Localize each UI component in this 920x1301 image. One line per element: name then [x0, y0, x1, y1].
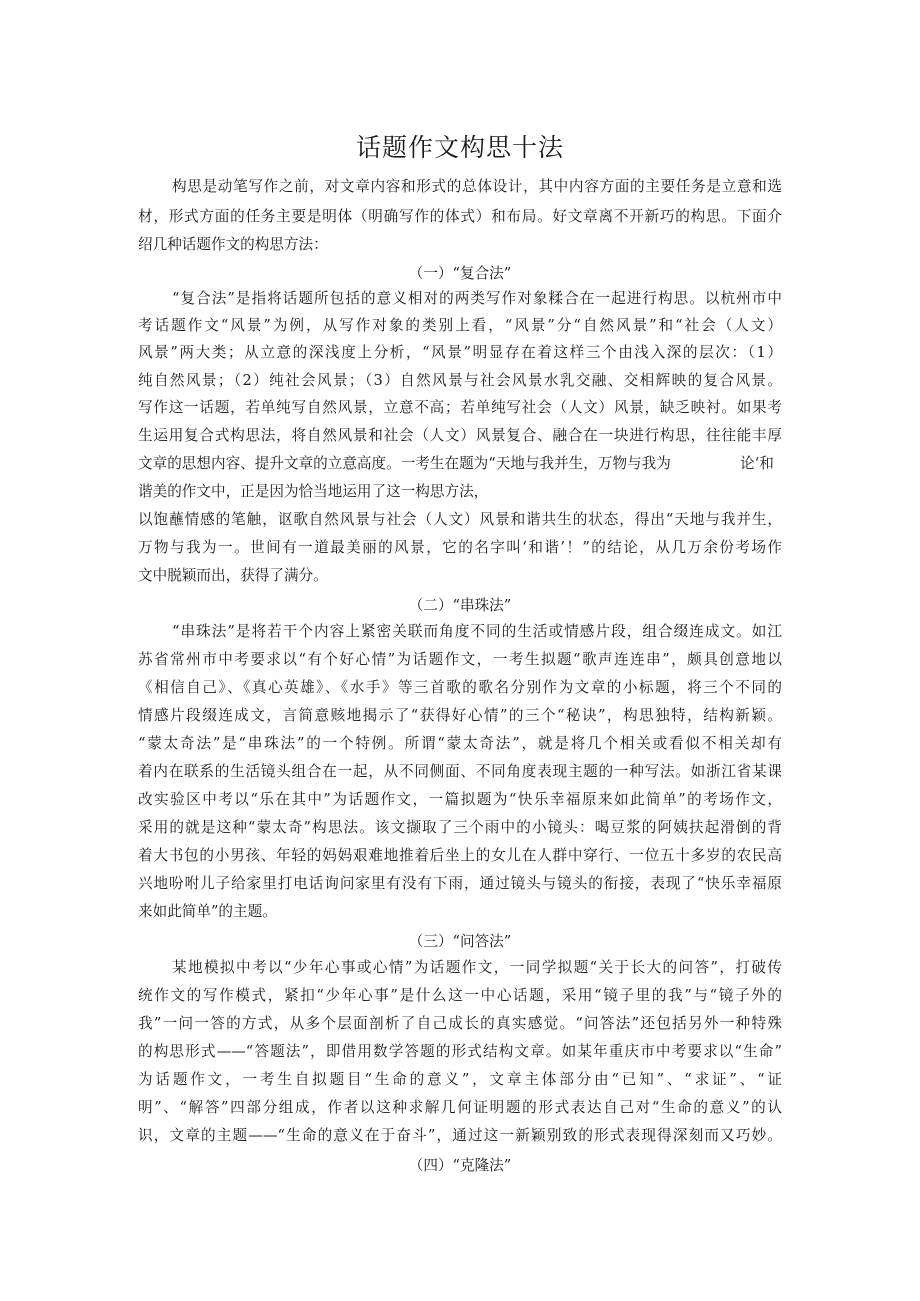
paragraph-line: 来如此简单”的主题。: [138, 903, 277, 920]
page-title: 话题作文构思十法: [355, 133, 564, 162]
paragraph-line: “串珠法”是将若干个内容上紧密关联而角度不同的生活或情感片段，组合缀连成文。如江: [172, 623, 782, 640]
intro-line: 绍几种话题作文的构思方法：: [138, 236, 328, 253]
paragraph-line: “蒙太奇法”是“串珠法”的一个特例。所谓“蒙太奇法”，就是将几个相关或看似不相关却有: [138, 735, 782, 752]
paragraph-line: 采用的就是这种“蒙太奇”构思法。该文撷取了三个雨中的小镜头：喝豆浆的阿姨扶起滑倒的背: [138, 819, 782, 836]
paragraph-line: 改实验区中考以“乐在其中”为话题作文，一篇拟题为“快乐幸福原来如此简单”的考场作文，: [138, 791, 782, 808]
paragraph-line: 风景”两大类；从立意的深浅度上分析，“风景”明显存在着这样三个由浅入深的层次：（1）: [138, 344, 782, 361]
section-heading: （四）“克隆法”: [408, 1157, 512, 1174]
paragraph-line: 纯自然风景；（2）纯社会风景；（3）自然风景与社会风景水乳交融、交相辉映的复合风景。: [138, 372, 782, 389]
paragraph-line: 着大书包的小男孩、年轻的妈妈艰难地推着后坐上的女儿在人群中穿行、一位五十多岁的农民高: [138, 847, 782, 864]
section-heading: （三）“问答法”: [408, 933, 512, 950]
intro-line: 构思是动笔写作之前，对文章内容和形式的总体设计，其中内容方面的主要任务是立意和选: [172, 178, 782, 195]
paragraph-line: 万物与我为一。世间有一道最美丽的风景，它的名字叫‘和谐’！”的结论，从几万余份考场作: [138, 539, 782, 556]
paragraph-line: “复合法”是指将话题所包括的意义相对的两类写作对象糅合在一起进行构思。以杭州市中: [172, 290, 782, 307]
paragraph-line: 情感片段缀连成文，言简意赅地揭示了“获得好心情”的三个“秘诀”，构思独特，结构新颖。: [138, 707, 782, 724]
paragraph-line: 《相信自己》、《真心英雄》、《水手》等三首歌的歌名分别作为文章的小标题，将三个不同的: [138, 679, 782, 696]
paragraph-line: 谐美的作文中，正是因为恰当地运用了这一构思方法，: [138, 483, 489, 500]
paragraph-line: 文中脱颖而出，获得了满分。: [138, 567, 328, 584]
paragraph-line: 写作这一话题，若单纯写自然风景，立意不高；若单纯写社会（人文）风景，缺乏映衬。如果考: [138, 399, 782, 416]
paragraph-line: 我”一问一答的方式，从多个层面剖析了自己成长的真实感觉。“问答法”还包括另外一种特殊: [138, 1015, 782, 1032]
paragraph-line: 以饱蘸情感的笔触，讴歌自然风景与社会（人文）风景和谐共生的状态，得出“天地与我并生，: [138, 511, 782, 528]
section-heading: （二）“串珠法”: [408, 597, 512, 614]
paragraph-line: 兴地吩咐儿子给家里打电话询问家里有没有下雨，通过镜头与镜头的衔接，表现了“快乐幸福原: [138, 875, 782, 892]
paragraph-line: 苏省常州市中考要求以“有个好心情”为话题作文，一考生拟题“歌声连连串”，颇具创意地以: [138, 651, 782, 668]
paragraph-line-fragment: 论‘和: [740, 455, 774, 472]
paragraph-line: 文章的思想内容、提升文章的立意高度。一考生在题为“天地与我并生，万物与我为: [138, 455, 671, 472]
intro-line: 材，形式方面的任务主要是明体（明确写作的体式）和布局。好文章离不开新巧的构思。下面介: [138, 208, 782, 225]
section-heading: （一）“复合法”: [408, 265, 512, 282]
paragraph-line: 某地模拟中考以“少年心事或心情”为话题作文，一同学拟题“关于长大的问答”，打破传: [172, 959, 782, 976]
paragraph-line: 统作文的写作模式，紧扣“少年心事”是什么这一中心话题，采用“镜子里的我”与“镜子外的: [138, 987, 782, 1004]
paragraph-line: 识，文章的主题——“生命的意义在于奋斗”，通过这一新颖别致的形式表现得深刻而又巧妙。: [138, 1127, 782, 1144]
paragraph-line: 为话题作文，一考生自拟题目“生命的意义”，文章主体部分由“已知”、“求证”、“证: [138, 1071, 782, 1088]
paragraph-line: 明”、“解答”四部分组成，作者以这种求解几何证明题的形式表达自己对“生命的意义”的认: [138, 1099, 782, 1116]
paragraph-line: 考话题作文“风景”为例，从写作对象的类别上看，“风景”分“自然风景”和“社会（人文）: [138, 317, 782, 334]
paragraph-line: 生运用复合式构思法，将自然风景和社会（人文）风景复合、融合在一块进行构思，往往能丰厚: [138, 427, 782, 444]
paragraph-line: 的构思形式——“答题法”，即借用数学答题的形式结构文章。如某年重庆市中考要求以“生命”: [138, 1043, 782, 1060]
paragraph-line: 着内在联系的生活镜头组合在一起，从不同侧面、不同角度表现主题的一种写法。如浙江省某课: [138, 763, 782, 780]
